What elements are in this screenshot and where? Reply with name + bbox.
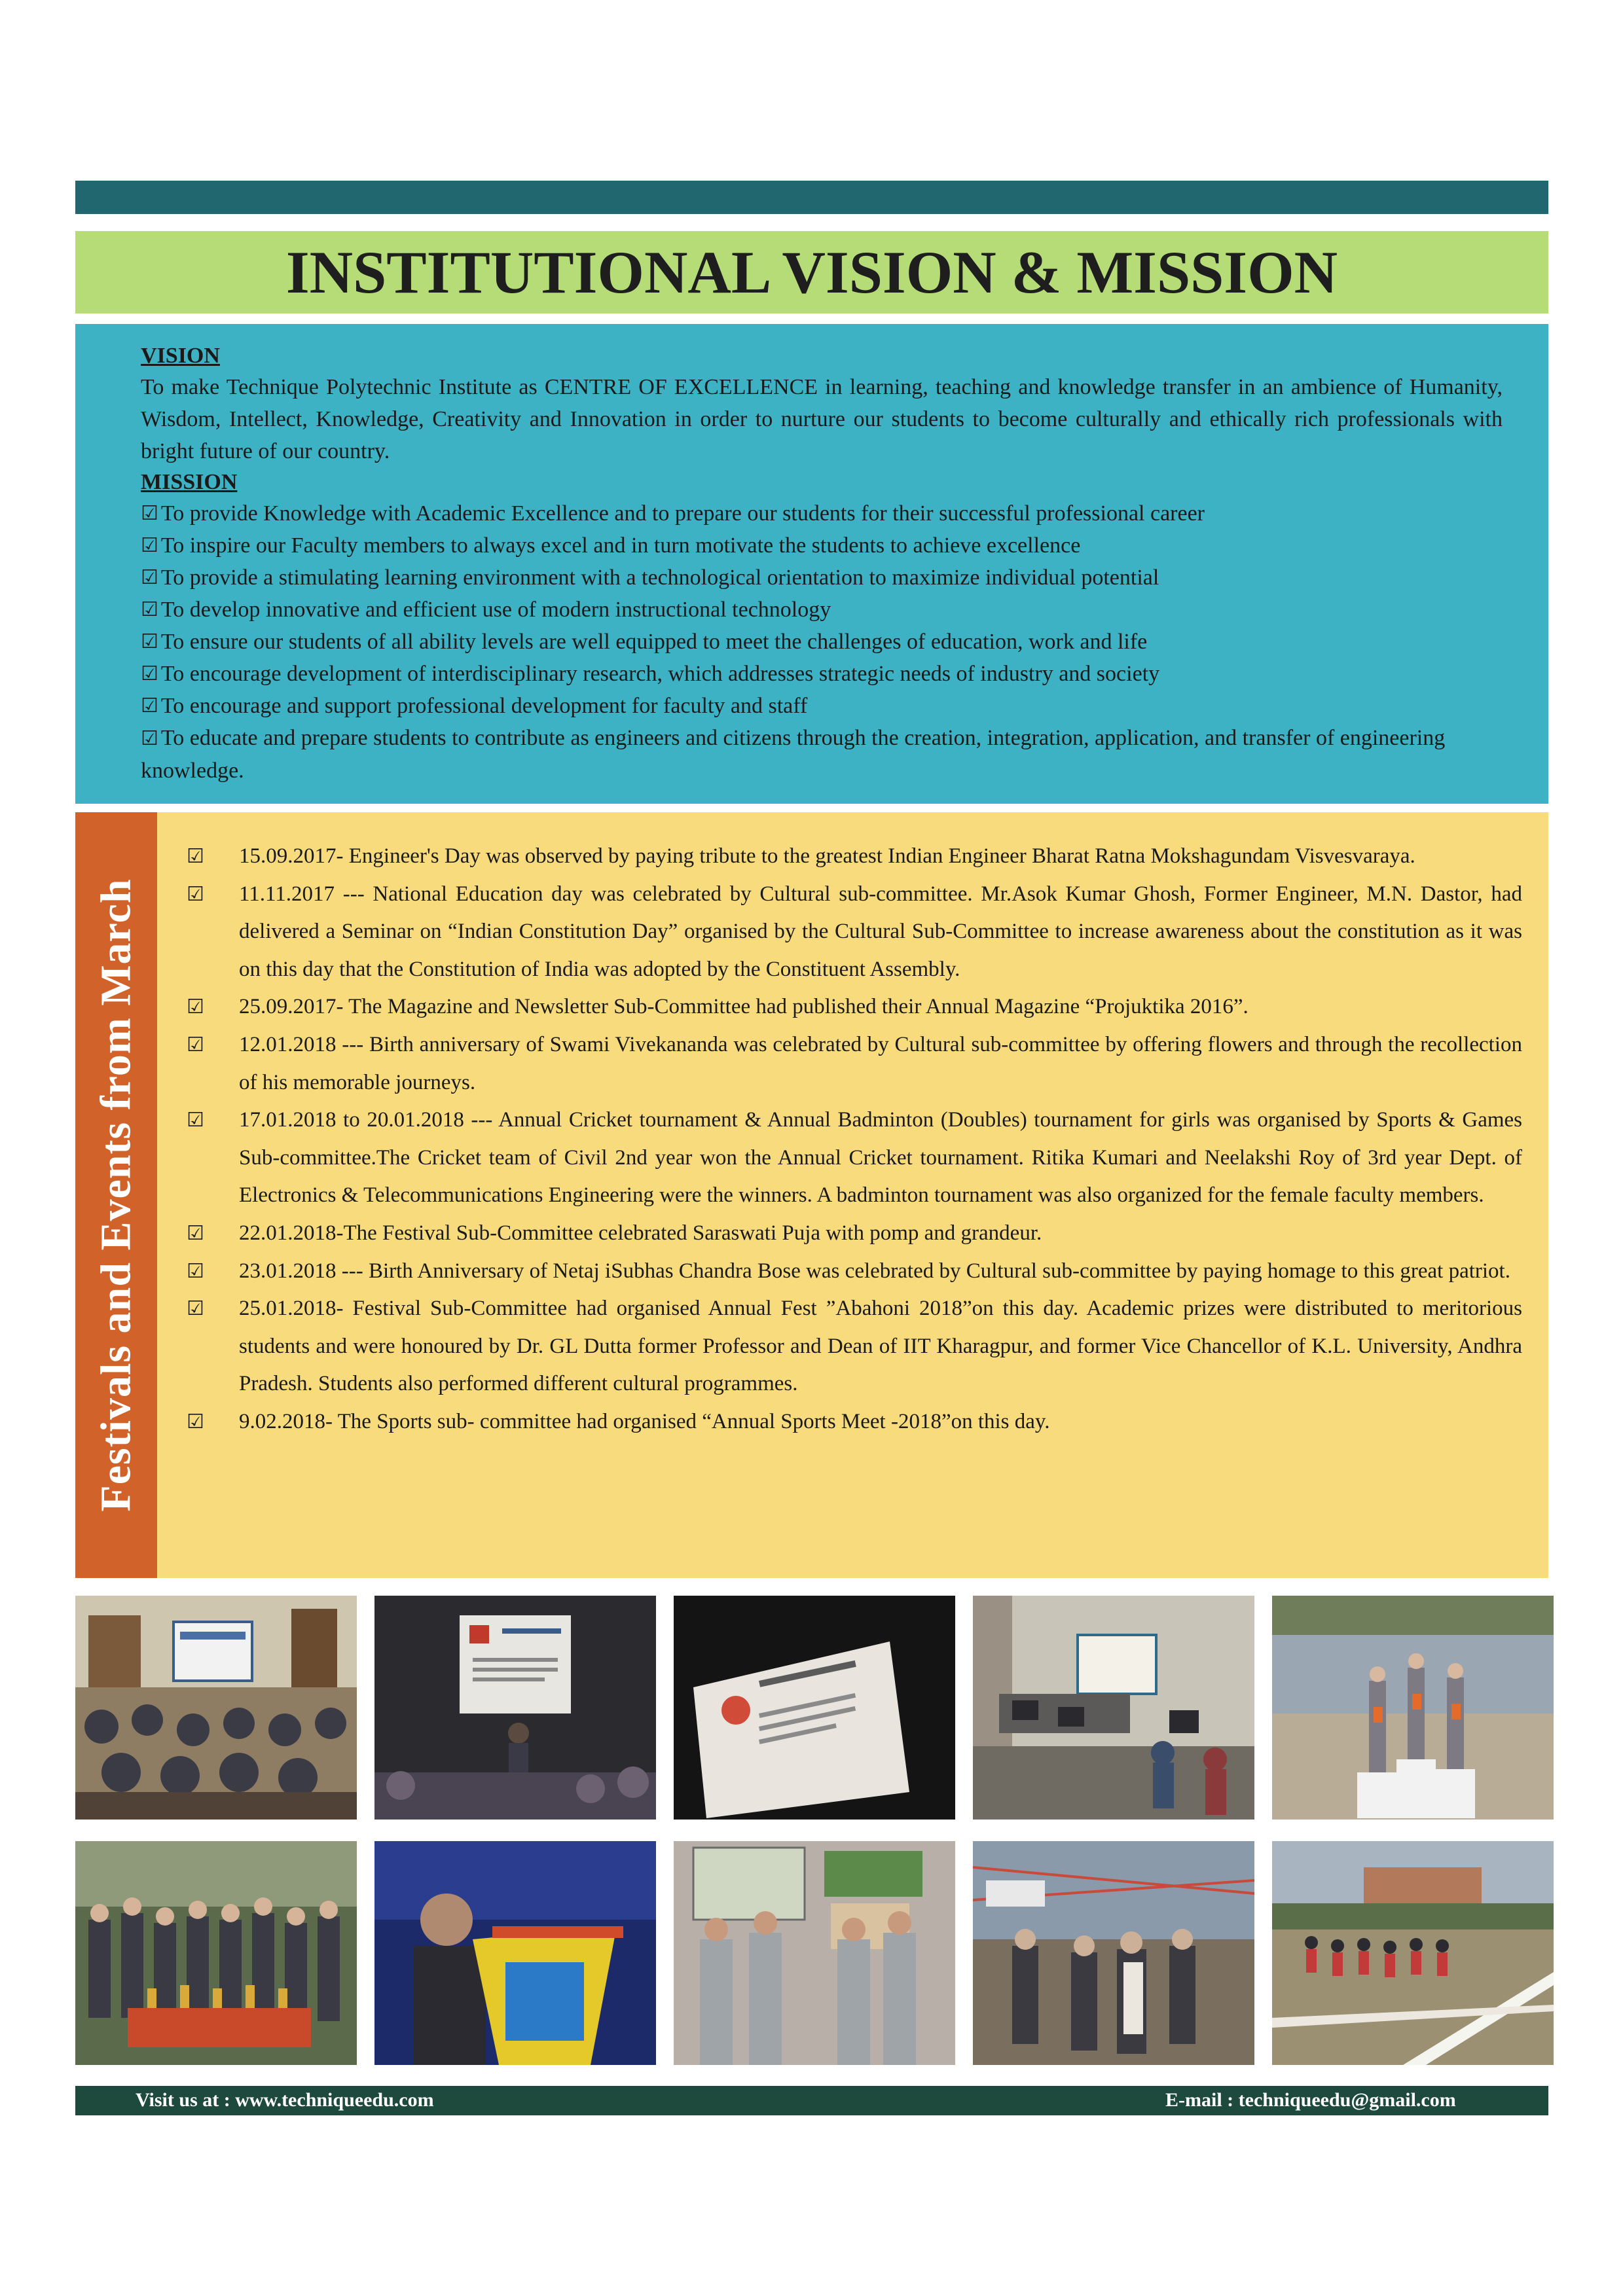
mission-item-text: To develop innovative and efficient use of modern instructional technology	[160, 598, 831, 622]
checked-box-icon: ☑	[187, 996, 204, 1019]
vision-mission-panel	[75, 324, 1548, 804]
event-item-text: 25.09.2017- The Magazine and Newsletter Sub-Committee had published their Annual Magazine “Projuktika 2016”.	[239, 995, 1249, 1019]
photo-sports-podium	[1272, 1596, 1554, 1820]
mission-item	[141, 626, 1503, 658]
footer-website[interactable]: Visit us at : www.techniqueedu.com	[136, 2089, 434, 2111]
checked-box-icon: ☑	[141, 630, 158, 653]
checked-box-icon: ☑	[187, 845, 204, 868]
mission-item	[141, 690, 1503, 722]
event-item	[187, 1253, 1522, 1291]
mission-item-text: To ensure our students of all ability levels are well equipped to meet the challenges of education, work and life	[160, 630, 1148, 654]
checked-box-icon: ☑	[187, 1410, 204, 1433]
checked-box-icon: ☑	[141, 566, 158, 589]
photo-group-trophies	[75, 1841, 357, 2065]
vision-heading: VISION	[141, 344, 220, 368]
checked-box-icon: ☑	[187, 1221, 204, 1245]
mission-item	[141, 658, 1503, 690]
mission-list	[141, 497, 1503, 787]
mission-heading: MISSION	[141, 470, 238, 494]
event-item	[187, 838, 1522, 876]
photo-speaker-podium	[374, 1841, 656, 2065]
mission-item	[141, 722, 1503, 787]
title-band	[75, 231, 1548, 314]
photo-computer-lab	[973, 1596, 1254, 1820]
photo-lecture-hall	[374, 1596, 656, 1820]
page-title: INSTITUTIONAL VISION & MISSION	[285, 239, 1338, 306]
events-list	[187, 838, 1522, 1441]
checked-box-icon: ☑	[141, 694, 158, 717]
event-item	[187, 1403, 1522, 1441]
events-side-band	[75, 812, 157, 1578]
mission-item	[141, 562, 1503, 594]
event-item	[187, 1290, 1522, 1403]
event-item	[187, 1026, 1522, 1102]
event-item-text: 17.01.2018 to 20.01.2018 --- Annual Cricket tournament & Annual Badminton (Doubles) tournament for girls was organised by Sports & Games Sub-committee.The Cricket team of Civil 2nd year won the Annual Cricket tournament. Ritika Kumari and Neelakshi Roy of 3rd year Dept. of Electronics & Telecommunications Engineering were the winners. A badminton tournament was also organized for the female faculty members.	[239, 1108, 1522, 1208]
photo-ribbon-cutting	[973, 1841, 1254, 2065]
checked-box-icon: ☑	[141, 727, 158, 750]
event-item-text: 9.02.2018- The Sports sub- committee had organised “Annual Sports Meet -2018”on this day.	[239, 1409, 1050, 1433]
mission-item-text: To educate and prepare students to contribute as engineers and citizens through the creation, integration, application, and transfer of engineering knowledge.	[141, 726, 1446, 783]
event-item-text: 23.01.2018 --- Birth Anniversary of Netaj iSubhas Chandra Bose was celebrated by Cultural sub-committee by paying homage to this great patriot.	[239, 1259, 1510, 1283]
event-item-text: 12.01.2018 --- Birth anniversary of Swami Vivekananda was celebrated by Cultural sub-committee by offering flowers and through the recollection of his memorable journeys.	[239, 1032, 1522, 1094]
footer-email[interactable]: E-mail : techniqueedu@gmail.com	[1165, 2089, 1456, 2111]
checked-box-icon: ☑	[187, 882, 204, 906]
checked-box-icon: ☑	[187, 1297, 204, 1321]
top-band	[75, 181, 1548, 214]
mission-item	[141, 594, 1503, 626]
checked-box-icon: ☑	[141, 534, 158, 557]
mission-item-text: To encourage development of interdisciplinary research, which addresses strategic needs of industry and society	[160, 662, 1160, 686]
photo-tug-of-war	[1272, 1841, 1554, 2065]
event-item-text: 25.01.2018- Festival Sub-Committee had organised Annual Fest ”Abahoni 2018”on this day. Academic prizes were distributed to meritorious students and were honoured by Dr. GL Dutta former Professor and Dean of IIT Kharagpur, and former Vice Chancellor of K.L. University, Andhra Pradesh. Students also performed different cultural programmes.	[239, 1297, 1522, 1396]
photo-seminar-classroom	[75, 1596, 357, 1820]
mission-item-text: To encourage and support professional development for faculty and staff	[160, 694, 808, 718]
event-item-text: 15.09.2017- Engineer's Day was observed by paying tribute to the greatest Indian Engineer Bharat Ratna Mokshagundam Visvesvaraya.	[239, 844, 1415, 868]
event-item	[187, 1102, 1522, 1215]
checked-box-icon: ☑	[141, 598, 158, 621]
event-item-text: 22.01.2018-The Festival Sub-Committee celebrated Saraswati Puja with pomp and grandeur.	[239, 1221, 1042, 1245]
footer-bar	[75, 2086, 1548, 2115]
checked-box-icon: ☑	[187, 1259, 204, 1283]
checked-box-icon: ☑	[187, 1033, 204, 1056]
photo-projection-screen	[674, 1596, 955, 1820]
event-item	[187, 1215, 1522, 1253]
mission-item-text: To provide a stimulating learning environment with a technological orientation to maximize individual potential	[160, 565, 1159, 590]
event-item	[187, 876, 1522, 989]
checked-box-icon: ☑	[141, 502, 158, 525]
checked-box-icon: ☑	[187, 1109, 204, 1132]
events-side-label: Festivals and Events from March	[92, 878, 140, 1512]
mission-item	[141, 529, 1503, 562]
event-item-text: 11.11.2017 --- National Education day was celebrated by Cultural sub-committee. Mr.Asok Kumar Ghosh, Former Engineer, M.N. Dastor, had delivered a Seminar on “Indian Constitution Day” organised by the Cultural Sub-Committee to increase awareness about the constitution as it was on this day that the Constitution of India was adopted by the Constituent Assembly.	[239, 882, 1522, 981]
mission-item	[141, 497, 1503, 529]
vision-text: To make Technique Polytechnic Institute as CENTRE OF EXCELLENCE in learning, teaching and knowledge transfer in an ambience of Humanity, Wisdom, Intellect, Knowledge, Creativity and Innovation in order to nurture our students to become culturally and ethically rich professionals with bright future of our country.	[141, 375, 1503, 463]
event-item	[187, 988, 1522, 1026]
checked-box-icon: ☑	[141, 662, 158, 685]
mission-item-text: To provide Knowledge with Academic Excellence and to prepare our students for their successful professional career	[160, 501, 1205, 526]
photo-students-notice-board	[674, 1841, 955, 2065]
mission-item-text: To inspire our Faculty members to always excel and in turn motivate the students to achieve excellence	[160, 533, 1081, 558]
